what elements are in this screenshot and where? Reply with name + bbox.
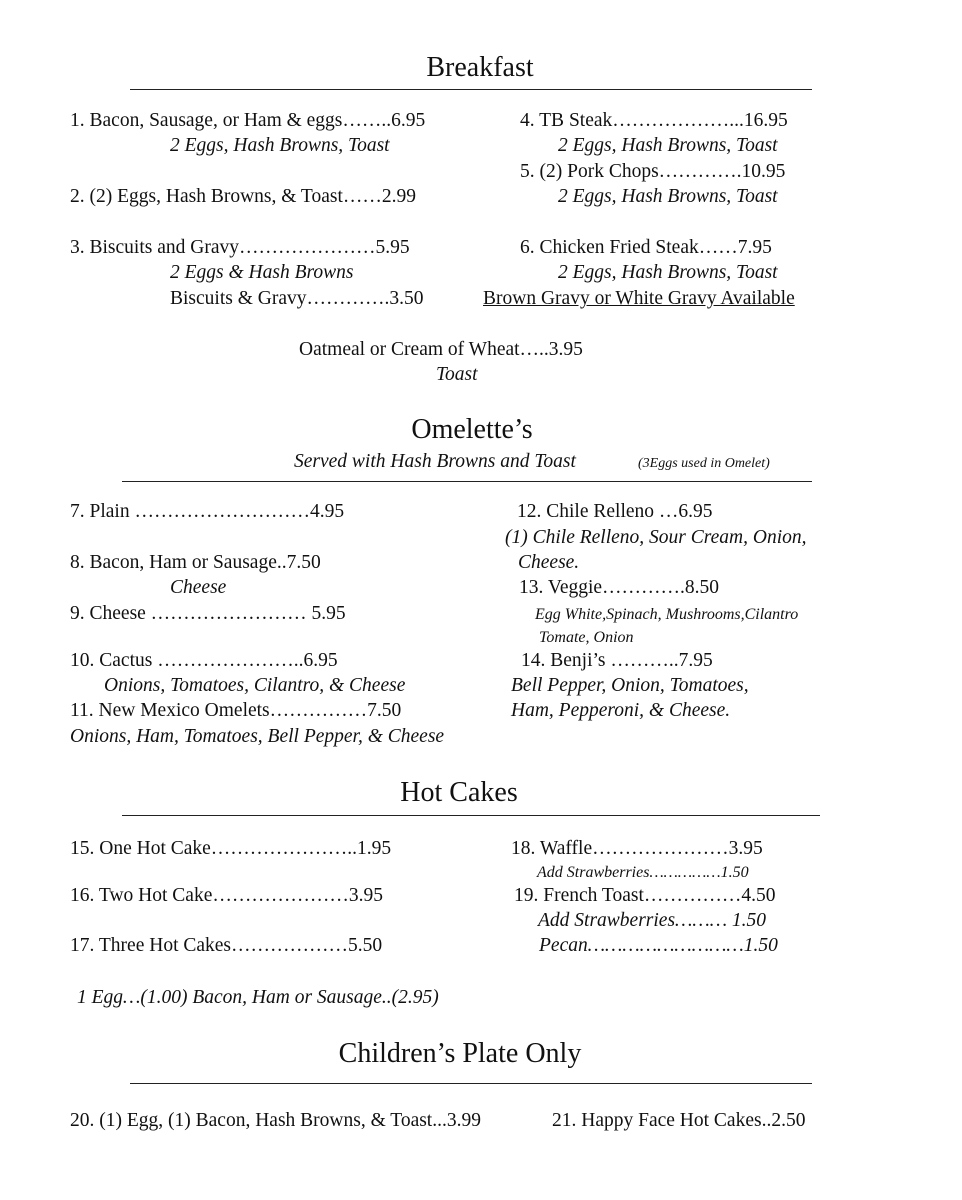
- omelettes-egg-note: (3Eggs used in Omelet): [638, 456, 770, 471]
- menu-item-12-description-cont: Cheese.: [518, 552, 580, 573]
- children-divider: [130, 1083, 812, 1084]
- menu-item-18: 18. Waffle…………………3.95: [511, 838, 763, 859]
- menu-item-6-description: 2 Eggs, Hash Browns, Toast: [558, 262, 778, 283]
- breakfast-divider: [130, 89, 812, 90]
- menu-item-1-description: 2 Eggs, Hash Browns, Toast: [170, 135, 390, 156]
- menu-item-13-description-cont: Tomate, Onion: [539, 629, 634, 646]
- menu-item-6: 6. Chicken Fried Steak……7.95: [520, 237, 772, 258]
- menu-item-3: 3. Biscuits and Gravy…………………5.95: [70, 237, 410, 258]
- menu-item-14-description: Bell Pepper, Onion, Tomatoes,: [511, 675, 749, 696]
- menu-item-12: 12. Chile Relleno …6.95: [517, 501, 713, 522]
- menu-item-10: 10. Cactus …………………..6.95: [70, 650, 338, 671]
- menu-item-18-addon: Add Strawberries……………1.50: [537, 864, 749, 881]
- menu-item-13-description: Egg White,Spinach, Mushrooms,Cilantro: [535, 606, 799, 623]
- menu-item-9: 9. Cheese …………………… 5.95: [70, 603, 346, 624]
- menu-item-8: 8. Bacon, Ham or Sausage..7.50: [70, 552, 321, 573]
- menu-item-19-addon-strawberries: Add Strawberries……… 1.50: [538, 910, 767, 931]
- menu-item-19-addon-pecan: Pecan………………………1.50: [539, 935, 778, 956]
- omelettes-subheading: Served with Hash Browns and Toast: [294, 451, 576, 472]
- children-heading: Children’s Plate Only: [338, 1038, 582, 1069]
- menu-item-11-description: Onions, Ham, Tomatoes, Bell Pepper, & Cheese: [70, 726, 445, 747]
- gravy-note: Brown Gravy or White Gravy Available: [483, 288, 795, 309]
- menu-item-13: 13. Veggie………….8.50: [519, 577, 720, 598]
- breakfast-heading: Breakfast: [426, 52, 534, 83]
- menu-item-4: 4. TB Steak………………...16.95: [520, 110, 788, 131]
- hotcakes-extras: 1 Egg…(1.00) Bacon, Ham or Sausage..(2.95): [77, 987, 439, 1008]
- menu-item-4-description: 2 Eggs, Hash Browns, Toast: [558, 135, 778, 156]
- menu-item-5-description: 2 Eggs, Hash Browns, Toast: [558, 186, 778, 207]
- menu-item-10-description: Onions, Tomatoes, Cilantro, & Cheese: [104, 675, 406, 696]
- menu-item-8-description: Cheese: [170, 577, 227, 598]
- menu-item-20: 20. (1) Egg, (1) Bacon, Hash Browns, & Toast...3.99: [70, 1110, 481, 1131]
- oatmeal-description: Toast: [436, 364, 478, 385]
- menu-item-16: 16. Two Hot Cake…………………3.95: [70, 885, 383, 906]
- hotcakes-divider: [122, 815, 820, 816]
- menu-item-1: 1. Bacon, Sausage, or Ham & eggs……..6.95: [70, 110, 426, 131]
- menu-item-11: 11. New Mexico Omelets……………7.50: [70, 700, 402, 721]
- hotcakes-heading: Hot Cakes: [400, 777, 518, 808]
- menu-item-17: 17. Three Hot Cakes………………5.50: [70, 935, 383, 956]
- oatmeal-item: Oatmeal or Cream of Wheat…..3.95: [299, 339, 583, 360]
- menu-item-15: 15. One Hot Cake…………………..1.95: [70, 838, 392, 859]
- omelettes-divider: [122, 481, 812, 482]
- menu-item-3-description: 2 Eggs & Hash Browns: [170, 262, 354, 283]
- menu-item-21: 21. Happy Face Hot Cakes..2.50: [552, 1110, 806, 1131]
- menu-item-7: 7. Plain ………………………4.95: [70, 501, 345, 522]
- omelettes-heading: Omelette’s: [411, 414, 533, 445]
- menu-item-12-description: (1) Chile Relleno, Sour Cream, Onion,: [505, 527, 807, 548]
- menu-item-3-sub: Biscuits & Gravy………….3.50: [170, 288, 424, 309]
- menu-item-14-description-cont: Ham, Pepperoni, & Cheese.: [511, 700, 731, 721]
- menu-item-19: 19. French Toast……………4.50: [514, 885, 776, 906]
- menu-item-2: 2. (2) Eggs, Hash Browns, & Toast……2.99: [70, 186, 417, 207]
- menu-item-14: 14. Benji’s ………..7.95: [521, 650, 713, 671]
- menu-item-5: 5. (2) Pork Chops………….10.95: [520, 161, 786, 182]
